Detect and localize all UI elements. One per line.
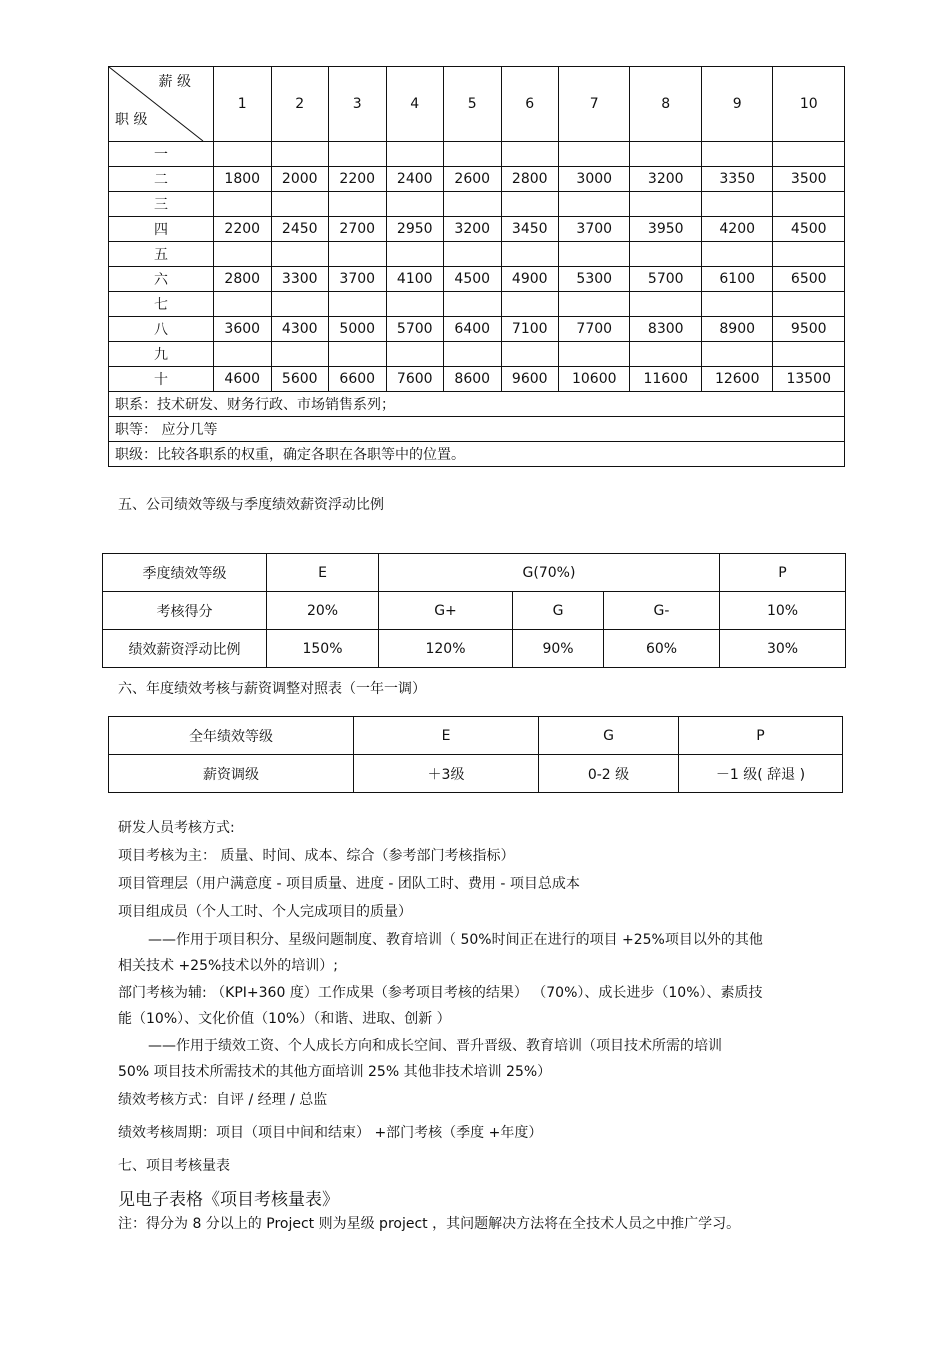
table-cell: G-: [604, 592, 720, 630]
salary-cell: [386, 342, 444, 367]
table-cell: 10%: [720, 592, 846, 630]
table-cell: 绩效薪资浮动比例: [103, 630, 267, 668]
salary-cell: 6600: [329, 367, 387, 392]
salary-cell: [630, 192, 701, 217]
table-row: [109, 267, 845, 292]
salary-cell: 10600: [559, 367, 630, 392]
salary-cell: [773, 242, 845, 267]
table-cell: P: [679, 717, 843, 755]
table-row: [109, 292, 845, 317]
salary-cell: [701, 142, 772, 167]
salary-cell: 2200: [329, 167, 387, 192]
grade-label: 六: [109, 267, 214, 292]
salary-cell: 7600: [386, 367, 444, 392]
salary-cell: 9600: [501, 367, 559, 392]
salary-cell: [271, 342, 329, 367]
note-row: 职等： 应分几等: [109, 417, 845, 442]
salary-cell: [501, 192, 559, 217]
text-line: 研发人员考核方式:: [118, 820, 235, 836]
salary-cell: [773, 192, 845, 217]
salary-cell: 2400: [386, 167, 444, 192]
salary-cell: 4500: [444, 267, 502, 292]
salary-cell: 3000: [559, 167, 630, 192]
table-cell: 150%: [267, 630, 379, 668]
salary-cell: [559, 192, 630, 217]
salary-cell: [559, 242, 630, 267]
salary-cell: 5600: [271, 367, 329, 392]
salary-cell: 4200: [701, 217, 772, 242]
corner-bottom-label: 职 级: [115, 112, 148, 128]
grade-label: 九: [109, 342, 214, 367]
col-header: 4: [386, 67, 444, 142]
salary-cell: [559, 292, 630, 317]
salary-cell: 1800: [214, 167, 272, 192]
grade-label: 五: [109, 242, 214, 267]
salary-cell: [501, 292, 559, 317]
table-cell: －1 级( 辞退 ): [679, 755, 843, 793]
col-header: 10: [773, 67, 845, 142]
salary-cell: 9500: [773, 317, 845, 342]
salary-cell: 2600: [444, 167, 502, 192]
text-line: 部门考核为辅: （KPI+360 度）工作成果（参考项目考核的结果） （70%）、成长进步（10%）、素质技: [118, 985, 763, 1001]
table-row: [109, 142, 845, 167]
quarterly-performance-table: [102, 553, 846, 668]
salary-cell: 7700: [559, 317, 630, 342]
grade-label: 三: [109, 192, 214, 217]
table-cell: G+: [379, 592, 513, 630]
text-line: 50% 项目技术所需技术的其他方面培训 25% 其他非技术培训 25%）: [118, 1064, 552, 1080]
salary-cell: 5000: [329, 317, 387, 342]
salary-cell: [329, 342, 387, 367]
text-line: 相关技术 +25%技术以外的培训）;: [118, 958, 339, 974]
salary-cell: [773, 142, 845, 167]
salary-cell: 3500: [773, 167, 845, 192]
table-row: [109, 342, 845, 367]
salary-cell: 2000: [271, 167, 329, 192]
col-header: 2: [271, 67, 329, 142]
col-header: 9: [701, 67, 772, 142]
table-row: [109, 242, 845, 267]
table-cell: ＋3级: [354, 755, 539, 793]
annual-adjustment-table: [108, 716, 843, 793]
salary-cell: [329, 192, 387, 217]
text-line: 绩效考核周期：项目（项目中间和结束） +部门考核（季度 +年度）: [118, 1125, 543, 1141]
table-row: [109, 192, 845, 217]
salary-cell: 4300: [271, 317, 329, 342]
salary-cell: 2800: [214, 267, 272, 292]
salary-cell: 4600: [214, 367, 272, 392]
section7-title: 七、项目考核量表: [118, 1158, 230, 1174]
salary-cell: [630, 342, 701, 367]
salary-cell: [214, 242, 272, 267]
salary-cell: 7100: [501, 317, 559, 342]
grade-label: 七: [109, 292, 214, 317]
table-cell: 20%: [267, 592, 379, 630]
table-cell: 0-2 级: [539, 755, 679, 793]
text-line: 绩效考核方式：自评 / 经理 / 总监: [118, 1092, 328, 1108]
table-cell: G(70%): [379, 554, 720, 592]
salary-cell: [773, 342, 845, 367]
salary-cell: [501, 342, 559, 367]
corner-top-label: 薪 级: [158, 74, 191, 90]
salary-cell: 3350: [701, 167, 772, 192]
note-row: 职级：比较各职系的权重，确定各职在各职等中的位置。: [109, 442, 845, 467]
table-cell: E: [267, 554, 379, 592]
salary-cell: [329, 242, 387, 267]
salary-cell: 8600: [444, 367, 502, 392]
salary-cell: 4500: [773, 217, 845, 242]
salary-cell: 4900: [501, 267, 559, 292]
table-cell: 120%: [379, 630, 513, 668]
salary-cell: [630, 292, 701, 317]
grade-label: 一: [109, 142, 214, 167]
salary-cell: [701, 192, 772, 217]
salary-cell: 12600: [701, 367, 772, 392]
grade-label: 八: [109, 317, 214, 342]
salary-cell: [501, 242, 559, 267]
col-header: 5: [444, 67, 502, 142]
salary-cell: [214, 142, 272, 167]
salary-cell: 3200: [444, 217, 502, 242]
text-line: 能（10%）、文化价值（10%）（和谐、进取、创新 ）: [118, 1011, 451, 1027]
salary-cell: 3450: [501, 217, 559, 242]
col-header: 6: [501, 67, 559, 142]
salary-cell: 5700: [386, 317, 444, 342]
table-row: [109, 167, 845, 192]
salary-cell: [271, 242, 329, 267]
footnote: 注：得分为 8 分以上的 Project 则为星级 project ，其问题解决方法将在全技术人员之中推广学习。: [118, 1216, 741, 1232]
salary-cell: 2950: [386, 217, 444, 242]
table-cell: G: [539, 717, 679, 755]
salary-cell: [444, 142, 502, 167]
section5-title: 五、公司绩效等级与季度绩效薪资浮动比例: [118, 497, 384, 513]
salary-cell: [444, 292, 502, 317]
salary-cell: 3950: [630, 217, 701, 242]
salary-cell: [329, 292, 387, 317]
salary-cell: [701, 292, 772, 317]
spreadsheet-reference: 见电子表格《项目考核量表》: [118, 1190, 339, 1210]
salary-cell: 6400: [444, 317, 502, 342]
salary-cell: 3700: [329, 267, 387, 292]
salary-cell: [773, 292, 845, 317]
salary-cell: [271, 192, 329, 217]
salary-cell: 5700: [630, 267, 701, 292]
text-line: 项目管理层（用户满意度 - 项目质量、进度 - 团队工时、费用 - 项目总成本: [118, 876, 580, 892]
salary-cell: 2800: [501, 167, 559, 192]
note-row: 职系：技术研发、财务行政、市场销售系列；: [109, 392, 845, 417]
grade-label: 二: [109, 167, 214, 192]
table-cell: P: [720, 554, 846, 592]
table-cell: E: [354, 717, 539, 755]
salary-cell: 3700: [559, 217, 630, 242]
salary-cell: 6500: [773, 267, 845, 292]
salary-cell: [630, 242, 701, 267]
salary-cell: 4100: [386, 267, 444, 292]
salary-cell: [630, 142, 701, 167]
salary-cell: 2700: [329, 217, 387, 242]
salary-cell: [214, 192, 272, 217]
salary-cell: [559, 342, 630, 367]
salary-cell: [386, 242, 444, 267]
col-header: 3: [329, 67, 387, 142]
salary-cell: [386, 142, 444, 167]
salary-cell: 5300: [559, 267, 630, 292]
table-row: [109, 217, 845, 242]
table-row: [109, 367, 845, 392]
salary-cell: 11600: [630, 367, 701, 392]
salary-cell: [444, 342, 502, 367]
table-cell: 薪资调级: [109, 755, 354, 793]
col-header: 8: [630, 67, 701, 142]
salary-cell: 3300: [271, 267, 329, 292]
corner-cell: [109, 67, 214, 142]
salary-cell: [386, 192, 444, 217]
salary-cell: [444, 192, 502, 217]
section6-title: 六、年度绩效考核与薪资调整对照表（一年一调）: [118, 681, 426, 697]
text-line: ——作用于绩效工资、个人成长方向和成长空间、晋升晋级、教育培训（项目技术所需的培训: [148, 1038, 722, 1054]
salary-cell: 6100: [701, 267, 772, 292]
col-header: 7: [559, 67, 630, 142]
table-cell: 季度绩效等级: [103, 554, 267, 592]
salary-cell: [444, 242, 502, 267]
table-cell: 30%: [720, 630, 846, 668]
salary-cell: [701, 342, 772, 367]
table-row: [109, 317, 845, 342]
table-cell: 60%: [604, 630, 720, 668]
table-cell: 考核得分: [103, 592, 267, 630]
salary-cell: [701, 242, 772, 267]
text-line: ——作用于项目积分、星级问题制度、教育培训（ 50%时间正在进行的项目 +25%项目以外的其他: [148, 932, 763, 948]
salary-cell: [214, 292, 272, 317]
col-header: 1: [214, 67, 272, 142]
salary-cell: [386, 292, 444, 317]
salary-cell: 8300: [630, 317, 701, 342]
salary-grade-table: [108, 66, 845, 467]
salary-cell: 13500: [773, 367, 845, 392]
salary-cell: [271, 142, 329, 167]
salary-cell: 3600: [214, 317, 272, 342]
table-cell: 全年绩效等级: [109, 717, 354, 755]
salary-cell: [214, 342, 272, 367]
salary-cell: [271, 292, 329, 317]
salary-cell: 8900: [701, 317, 772, 342]
grade-label: 四: [109, 217, 214, 242]
salary-cell: 2450: [271, 217, 329, 242]
grade-label: 十: [109, 367, 214, 392]
salary-cell: [329, 142, 387, 167]
text-line: 项目组成员（个人工时、个人完成项目的质量）: [118, 904, 412, 920]
salary-cell: [501, 142, 559, 167]
salary-cell: 2200: [214, 217, 272, 242]
table-cell: 90%: [513, 630, 604, 668]
salary-cell: [559, 142, 630, 167]
text-line: 项目考核为主： 质量、时间、成本、综合（参考部门考核指标）: [118, 848, 515, 864]
table-cell: G: [513, 592, 604, 630]
salary-cell: 3200: [630, 167, 701, 192]
